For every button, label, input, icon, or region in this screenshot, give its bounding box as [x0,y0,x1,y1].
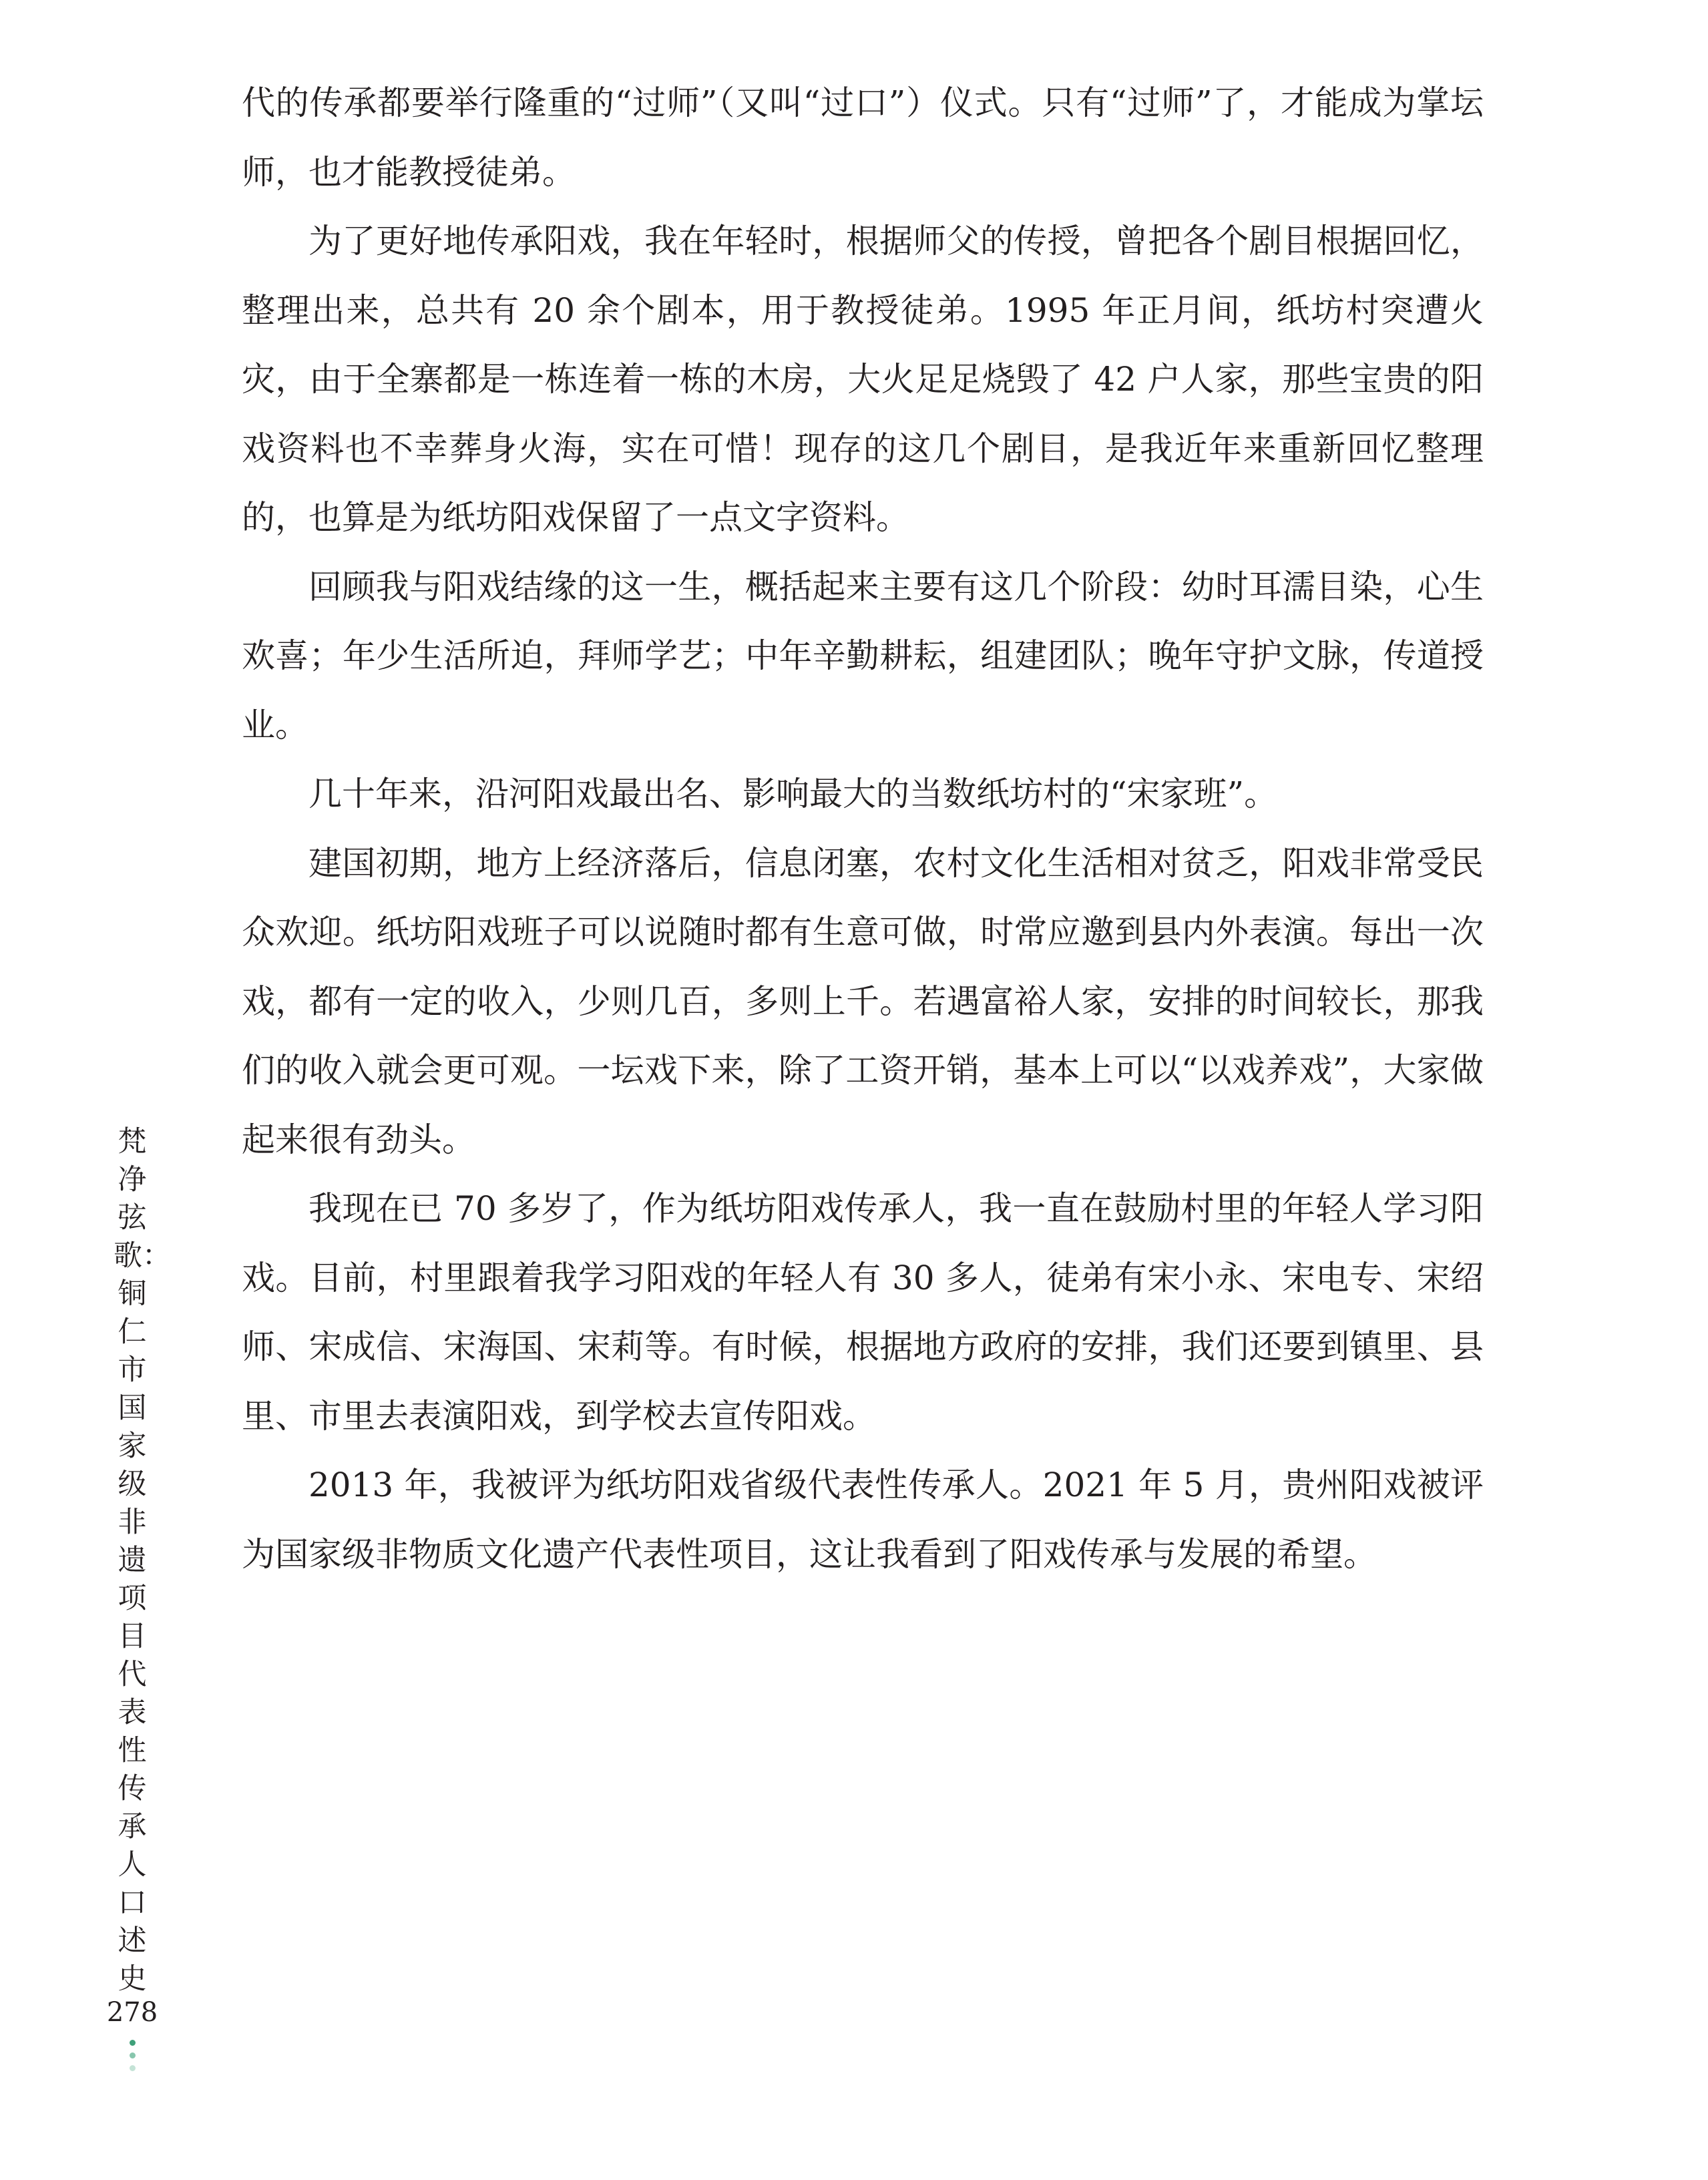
paragraph: 几十年来，沿河阳戏最出名、影响最大的当数纸坊村的“宋家班”。 [308,775,1278,813]
page-number: 278 [106,1997,158,2028]
paragraph: 为了更好地传承阳戏，我在年轻时，根据师父的传授，曾把各个剧目根据回忆，整理出来，总共有 20 余个剧本，用于教授徒弟。1995 年正月间，纸坊村突遭火灾，由于全寨都是一栋连着一栋的木房，大火足足烧毁了 42 户人家，那些宝贵的阳戏资料也不幸葬身火海，实在可惜！现存的这几个剧目，是我近年来重新回忆整理的，也算是为纸坊阳戏保留了一点文字资料。 [242,222,1484,537]
paragraph: 回顾我与阳戏结缘的这一生，概括起来主要有这几个阶段：幼时耳濡目染，心生欢喜；年少生活所迫，拜师学艺；中年辛勤耕耘，组建团队；晚年守护文脉，传道授业。 [242,567,1484,744]
running-book-title: 梵净弦歌：铜仁市国家级非遗项目代表性传承人口述史 [114,1125,171,1996]
ornament-dot [130,2052,136,2058]
paragraph: 建国初期，地方上经济落后，信息闭塞，农村文化生活相对贫乏，阳戏非常受民众欢迎。纸坊阳戏班子可以说随时都有生意可做，时常应邀到县内外表演。每出一次戏，都有一定的收入，少则几百，多则上千。若遇富裕人家，安排的时间较长，那我们的收入就会更可观。一坛戏下来，除了工资开销，基本上可以“以戏养戏”，大家做起来很有劲头。 [242,843,1484,1159]
paragraph: 我现在已 70 多岁了，作为纸坊阳戏传承人，我一直在鼓励村里的年轻人学习阳戏。目前，村里跟着我学习阳戏的年轻人有 30 多人，徒弟有宋小永、宋电专、宋绍师、宋成信、宋海国、宋莉等。有时候，根据地方政府的安排，我们还要到镇里、县里、市里去表演阳戏，到学校去宣传阳戏。 [242,1189,1484,1436]
page-ornament-dots [126,2040,138,2078]
paragraph-continued: 代的传承都要举行隆重的“过师”（又叫“过口”）仪式。只有“过师”了，才能成为掌坛师，也才能教授徒弟。 [242,83,1484,192]
paragraph: 2013 年，我被评为纸坊阳戏省级代表性传承人。2021 年 5 月，贵州阳戏被评为国家级非物质文化遗产代表性项目，这让我看到了阳戏传承与发展的希望。 [242,1466,1484,1574]
ornament-dot [130,2040,136,2046]
body-text [242,69,1484,1589]
ornament-dot [130,2065,136,2071]
